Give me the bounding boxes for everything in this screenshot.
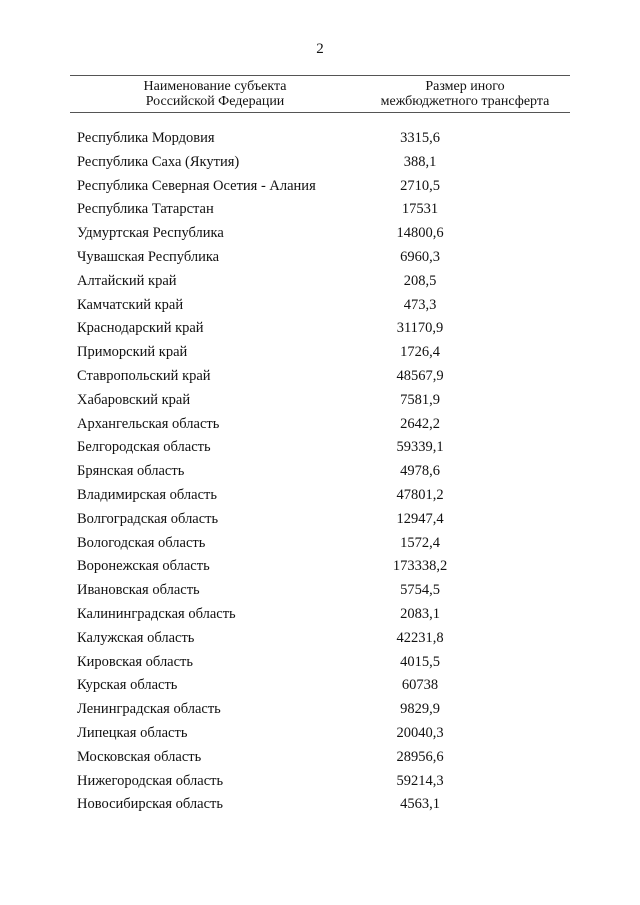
subject-name: Брянская область [77,463,185,480]
table-row [0,198,640,222]
transfer-amount: 4015,5 [400,653,440,670]
table-row [0,175,640,199]
transfer-amount: 388,1 [403,153,437,170]
subject-name: Республика Татарстан [77,201,214,218]
header-subject-name-line2: Российской Федерации [145,94,285,109]
subject-name: Волгоградская область [77,510,219,527]
transfer-amount: 28956,6 [396,748,444,765]
transfer-amount: 4563,1 [400,796,440,813]
table-row [0,651,640,675]
subject-name: Курская область [77,677,178,694]
transfer-amount: 4978,6 [400,463,440,480]
header-subject-name-line1: Наименование субъекта [143,79,287,94]
subject-name: Удмуртская Республика [77,225,224,242]
table-row [0,389,640,413]
header-subject-name [70,79,360,109]
transfer-amount: 47801,2 [396,486,444,503]
transfer-amount: 5754,5 [400,582,440,599]
subject-name: Республика Саха (Якутия) [77,153,240,170]
table-row [0,222,640,246]
table-row [0,579,640,603]
table-row [0,532,640,556]
subject-name: Воронежская область [77,558,210,575]
transfer-amount: 59214,3 [396,772,444,789]
table-row [0,413,640,437]
table-row [0,770,640,794]
transfer-amount: 2083,1 [400,605,440,622]
transfer-amount: 42231,8 [396,629,444,646]
subject-name: Вологодская область [77,534,206,551]
transfer-amount: 12947,4 [396,510,444,527]
transfer-amount: 60738 [401,677,439,694]
transfer-amount: 20040,3 [396,724,444,741]
table-row [0,436,640,460]
subject-name: Чувашская Республика [77,248,220,265]
transfer-amount: 14800,6 [396,225,444,242]
subject-name: Новосибирская область [77,796,223,813]
table-row [0,674,640,698]
transfer-amount: 17531 [401,201,439,218]
table-row [0,317,640,341]
subject-name: Республика Северная Осетия - Алания [77,177,316,194]
transfer-amount: 2642,2 [400,415,440,432]
transfer-amount: 31170,9 [396,320,444,337]
subject-name: Приморский край [77,344,188,361]
transfer-amount: 173338,2 [392,558,448,575]
subject-name: Белгородская область [77,439,211,456]
table-row [0,246,640,270]
subject-name: Ленинградская область [77,701,221,718]
subject-name: Архангельская область [77,415,220,432]
subject-name: Краснодарский край [77,320,204,337]
transfer-amount: 9829,9 [400,701,440,718]
subject-name: Московская область [77,748,202,765]
table-row [0,294,640,318]
table-row [0,127,640,151]
subject-name: Калининградская область [77,605,236,622]
table-row [0,270,640,294]
table-row [0,627,640,651]
subject-name: Кировская область [77,653,194,670]
subject-name: Ставропольский край [77,367,211,384]
table-row [0,793,640,817]
subject-name: Алтайский край [77,272,177,289]
table-row [0,484,640,508]
table-row [0,341,640,365]
table-body [0,127,640,817]
table-row [0,746,640,770]
table-row [0,365,640,389]
table-row [0,151,640,175]
transfer-amount: 1726,4 [400,344,440,361]
transfer-amount: 59339,1 [396,439,444,456]
table-row [0,508,640,532]
header-transfer-amount-line1: Размер иного [425,79,505,94]
transfer-amount: 7581,9 [400,391,440,408]
page-number: 2 [316,41,324,57]
table-row [0,460,640,484]
transfer-amount: 48567,9 [396,367,444,384]
table-row [0,603,640,627]
transfer-amount: 3315,6 [400,130,440,146]
table-row [0,722,640,746]
table-header [70,75,570,113]
transfer-amount: 6960,3 [400,248,440,265]
subject-name: Нижегородская область [77,772,224,789]
table-row [0,555,640,579]
subject-name: Калужская область [77,629,195,646]
subject-name: Владимирская область [77,486,217,503]
subject-name: Липецкая область [77,724,188,741]
header-transfer-amount-line2: межбюджетного трансферта [380,94,550,109]
transfer-amount: 2710,5 [400,177,440,194]
header-transfer-amount [360,79,570,109]
subject-name: Ивановская область [77,582,200,599]
table-row [0,698,640,722]
transfer-amount: 1572,4 [400,534,440,551]
subject-name: Хабаровский край [77,391,191,408]
subject-name: Республика Мордовия [77,130,215,146]
transfer-amount: 208,5 [403,272,437,289]
transfer-amount: 473,3 [403,296,437,313]
subject-name: Камчатский край [77,296,184,313]
